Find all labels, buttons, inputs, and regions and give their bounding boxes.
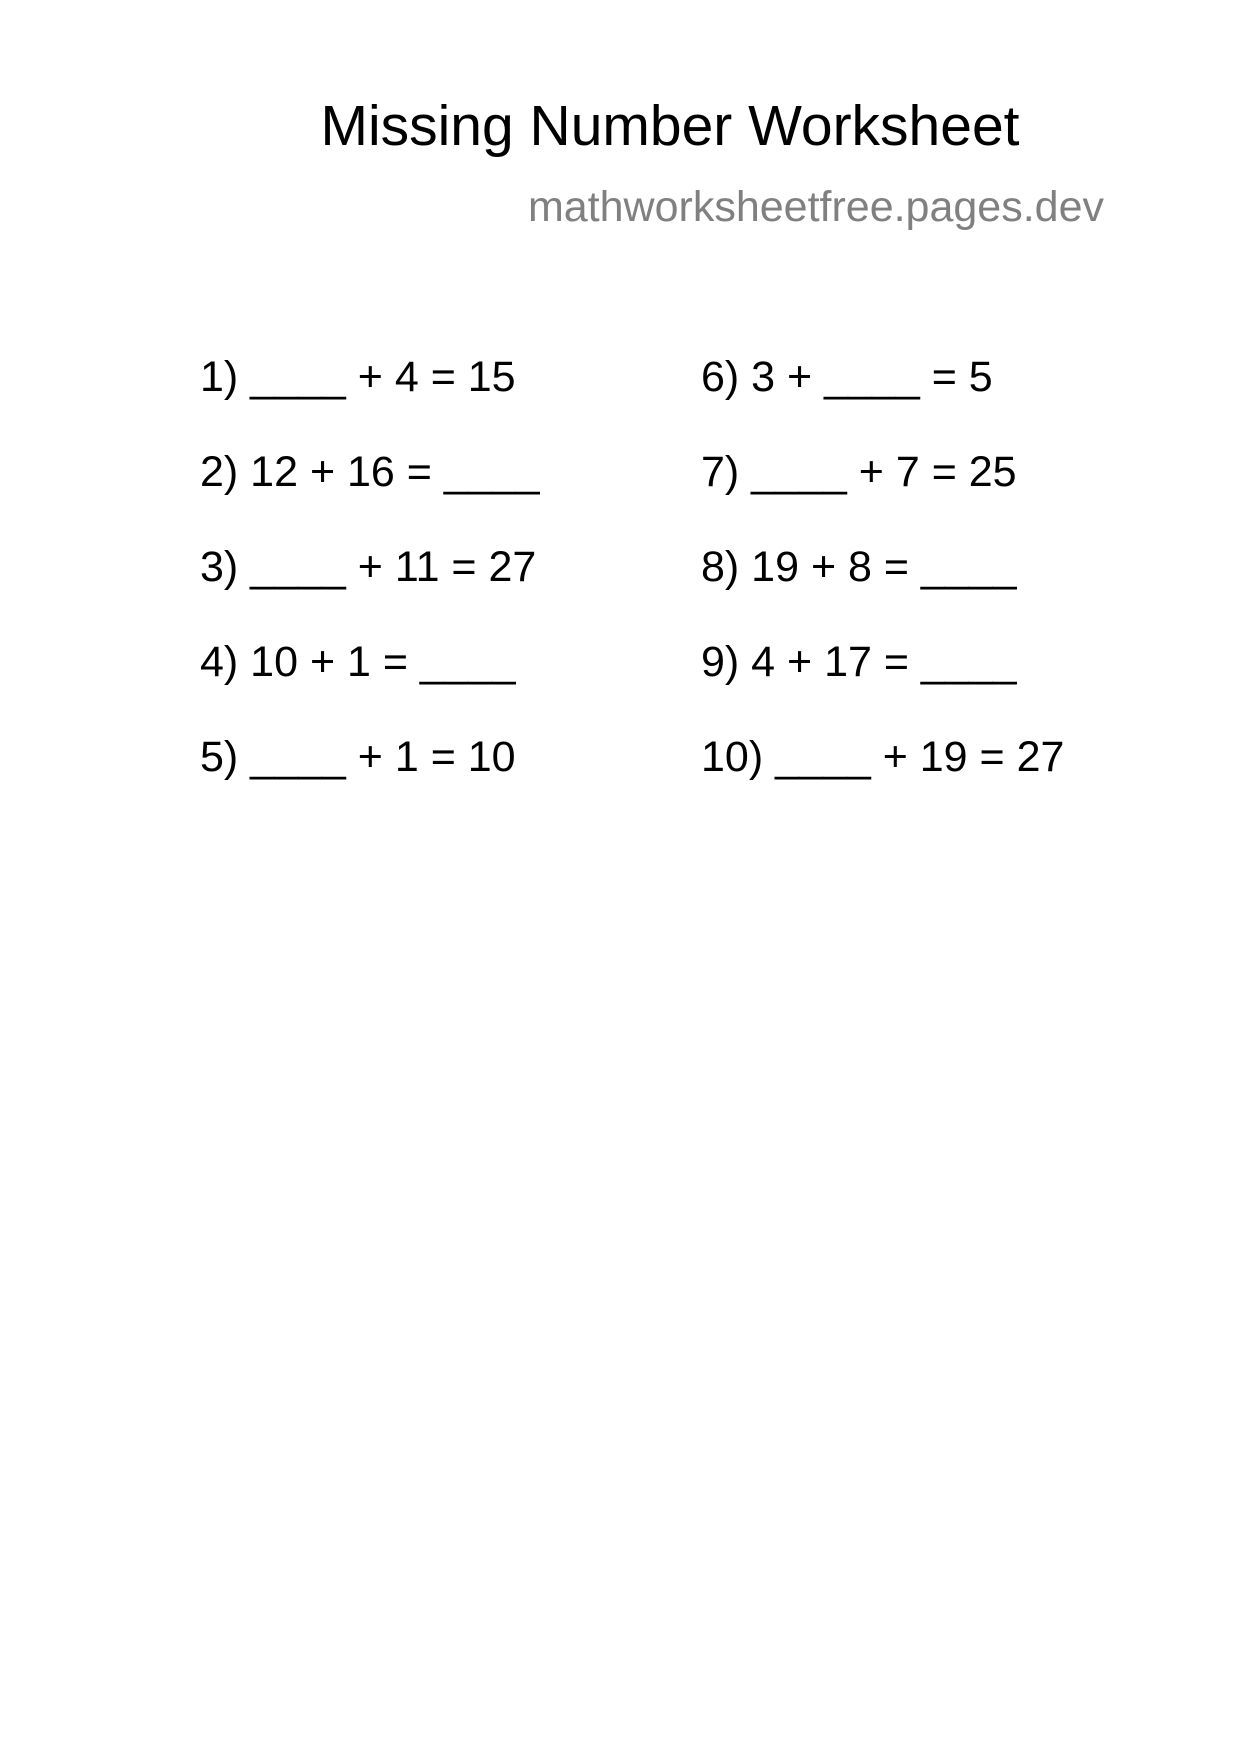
problem-3: 3) ____ + 11 = 27: [200, 543, 537, 591]
problem-5: 5) ____ + 1 = 10: [200, 733, 516, 781]
problem-8: 8) 19 + 8 = ____: [701, 543, 1017, 591]
problem-10: 10) ____ + 19 = 27: [701, 733, 1065, 781]
problem-9: 9) 4 + 17 = ____: [701, 638, 1017, 686]
worksheet-title: Missing Number Worksheet: [320, 94, 1020, 158]
problem-7: 7) ____ + 7 = 25: [701, 448, 1017, 496]
source-url: mathworksheetfree.pages.dev: [527, 183, 1104, 231]
problem-6: 6) 3 + ____ = 5: [701, 353, 993, 401]
problem-1: 1) ____ + 4 = 15: [200, 353, 516, 401]
problem-2: 2) 12 + 16 = ____: [200, 448, 540, 496]
problem-4: 4) 10 + 1 = ____: [200, 638, 516, 686]
